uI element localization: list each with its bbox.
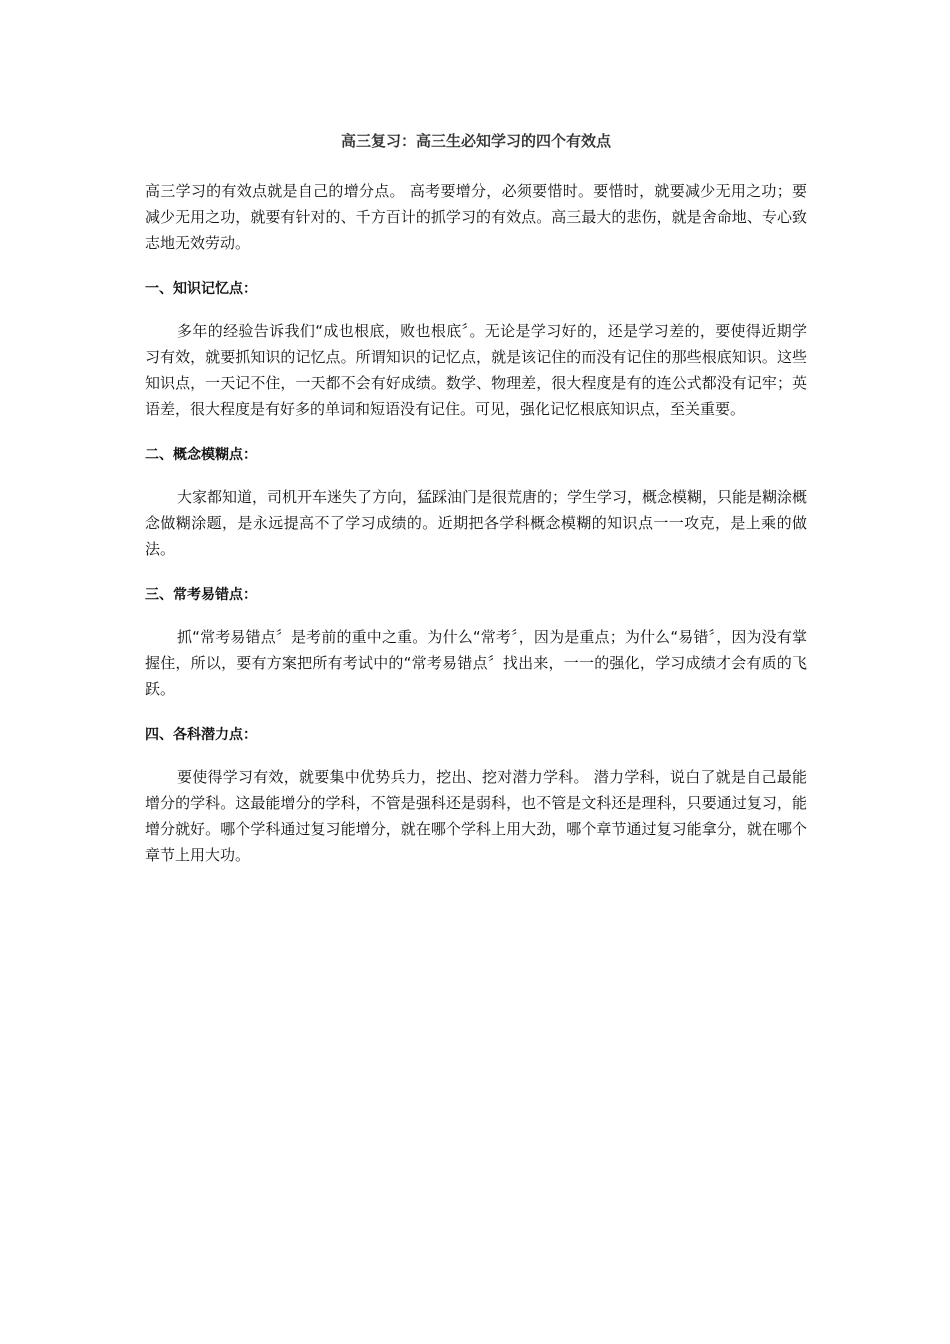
section-heading-subject-potential: 四、各科潜力点： <box>145 727 257 743</box>
section-heading-knowledge-memory: 一、知识记忆点： <box>145 281 257 297</box>
section-body-subject-potential: 要使得学习有效，就要集中优势兵力，挖出、挖对潜力学科。 潜力学科，说白了就是自己最能增分的学科。这最能增分的学科，不管是强科还是弱科，也不管是文科还是理科，只要通过复习，能增分就好。哪个学科通过复习能增分，就在哪个学科上用大劲，哪个章节通过复习能拿分，就在哪个章节上用大功。 <box>145 768 807 864</box>
document-title: 高三复习：高三生必知学习的四个有效点 <box>340 132 611 150</box>
section-heading-common-errors: 三、常考易错点： <box>145 587 257 603</box>
intro-paragraph: 高三学习的有效点就是自己的增分点。 高考要增分，必须要惜时。要惜时，就要减少无用之功；要减少无用之功，就要有针对的、千方百计的抓学习的有效点。高三最大的悲伤，就是舍命地、专心致志地无效劳动。 <box>145 182 807 252</box>
section-body-concept-confusion: 大家都知道，司机开车迷失了方向，猛踩油门是很荒唐的；学生学习，概念模糊，只能是糊涂概念做糊涂题，是永远提高不了学习成绩的。近期把各学科概念模糊的知识点一一攻克，是上乘的做法。 <box>145 488 808 558</box>
section-body-knowledge-memory: 多年的经验告诉我们“成也根底，败也根底〞。无论是学习好的，还是学习差的，要使得近期学习有效，就要抓知识的记忆点。所谓知识的记忆点，就是该记住的而没有记住的那些根底知识。这些知识点，一天记不住，一天都不会有好成绩。数学、物理差，很大程度是有的连公式都没有记牢；英语差，很大程度是有好多的单词和短语没有记住。可见，强化记忆根底知识点，至关重要。 <box>145 322 807 418</box>
document-page <box>145 130 807 890</box>
section-body-common-errors: 抓“常考易错点〞是考前的重中之重。为什么“常考〞，因为是重点；为什么“易错〞，因为没有掌握住，所以，要有方案把所有考试中的“常考易错点〞找出来，一一的强化，学习成绩才会有质的飞跃。 <box>145 628 807 698</box>
section-heading-concept-confusion: 二、概念模糊点： <box>145 447 257 463</box>
